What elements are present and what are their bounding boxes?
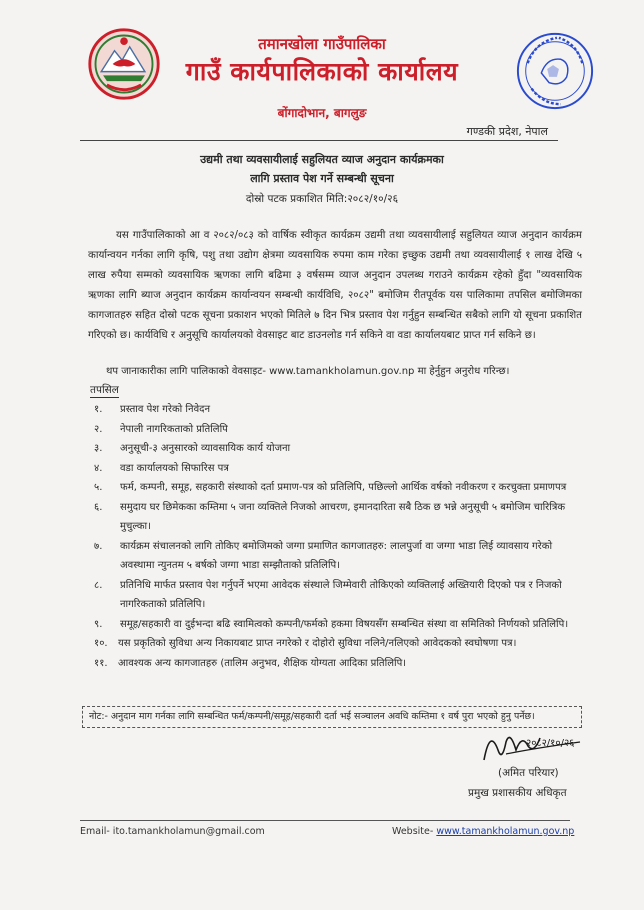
signer-title: प्रमुख प्रशासकीय अधिकृत — [468, 787, 567, 799]
signature-date: २०८२/१०/२६ — [526, 738, 575, 749]
list-item-text: अनुसूची-३ अनुसारको व्यावसायिक कार्य योजना — [120, 443, 291, 454]
footer-email[interactable]: Email- ito.tamankholamun@gmail.com — [80, 826, 265, 837]
list-item-number: ६. — [94, 501, 103, 513]
list-item — [90, 634, 586, 654]
list-item-text: नेपाली नागरिकताको प्रतिलिपि — [120, 423, 228, 435]
list-item-number: ४. — [94, 462, 103, 474]
footer-website — [392, 826, 574, 837]
publish-date: दोस्रो पटक प्रकाशित मिति:२०८२/१०/२६ — [245, 193, 399, 205]
list-item-text: समुदाय घर छिमेकका कम्तिमा ५ जना व्यक्तिले निजको आचरण, इमानदारिता सबै ठिक छ भन्ने अनुसूची ५ बमोजिम चारित्रिक मुचुल्का। — [120, 501, 566, 532]
footer-website-label: Website- — [392, 826, 437, 837]
list-item-number: ९. — [94, 618, 103, 630]
list-item-number: ३. — [94, 443, 103, 454]
list-item-text: कार्यक्रम संचालनको लागि तोकिए बमोजिमको जग्गा प्रमाणित कागजातहरु: लालपुर्जा वा जग्गा भाडा लिई व्यावसाय गरेको अवस्थामा न्युनतम ५ बर्षको जग्गा भाडा सम्झौताको प्रतिलिपि। — [120, 540, 553, 571]
office-address: बोंगादोभान, बागलुङ — [277, 106, 367, 120]
document-checklist — [90, 400, 586, 673]
office-name: गाउँ कार्यपालिकाको कार्यालय — [185, 57, 459, 86]
list-item-text: आवश्यक अन्य कागजातहरु (तालिम अनुभव, शैक्षिक योग्यता आदिका प्रतिलिपि। — [118, 657, 407, 669]
notice-body: यस गाउँपालिकाको आ व २०८२/०८३ को वार्षिक स्वीकृत कार्यक्रम उद्यमी तथा व्यवसायीलाई सहुलियत व्याज अनुदान कार्यक्रम कार्यान्वयन गर्नका लागि कृषि, पशु तथा उद्योग क्षेत्रमा व्यवसायिक रुपमा काम गरेका इच्छुक उद्यमी तथा व्यवसायीलाई १ लाख देखि ५ लाख रुपैया सम्मको व्यवसायिक ऋणका लागि बढिमा ३ वर्षसम्म व्याज अनुदान उपलब्ध गराउने कार्यक्रम रहेको हुँदा "व्यवसायिक ऋणका लागि ब्याज अनुदान कार्यक्रम कार्यान्वयन सम्बन्धी कार्यविधि, २०८२" बमोजिम रीतपूर्वक यस पालिकामा तपसिल बमोजिमका कागजातहरु सहित दोस्रो पटक सूचना प्रकाशन भएको मितिले ७ दिन भित्र प्रस्ताव पेश गर्नुहुन सम्बन्धित सबैको लागि यो सूचना प्रकाशित गरिएको छ। कार्यविधि र अनुसूचि कार्यालयको वेवसाइट बाट डाउनलोड गर्न सकिने वा वडा कार्यालयबाट प्राप्त गर्न सकिने छ। — [88, 230, 582, 341]
list-item-number: ८. — [94, 579, 103, 591]
handwritten-signature — [476, 720, 586, 772]
list-item-text: समूह/सहकारी वा दुईभन्दा बढि स्वामित्वको कम्पनी/फर्मको हकमा विषयसँग सम्बन्धित संस्था वा समितिको निर्णयको प्रतिलिपि। — [120, 618, 569, 630]
list-item-text: यस प्रकृतिको सुविधा अन्य निकायबाट प्राप्त नगरेको र दोहोरो सुविधा नलिने/नलिएको आवेदकको स्वघोषणा पत्र। — [118, 638, 517, 649]
footer-divider — [80, 820, 570, 821]
list-item-number: १०. — [94, 638, 108, 649]
header-divider — [80, 140, 558, 141]
list-item — [90, 498, 586, 537]
list-item-number: ११. — [94, 657, 108, 669]
footer-website-link[interactable]: www.tamankholamun.gov.np — [436, 826, 575, 837]
list-item — [90, 400, 586, 420]
list-item-number: २. — [94, 423, 103, 435]
list-item — [90, 615, 586, 635]
website-info-line: थप जानाकारीका लागि पालिकाको वेवसाइट- www.tamankholamun.gov.np मा हेर्नुहुन अनुरोध गरिन्छ। — [106, 366, 510, 377]
notice-title-line2: लागि प्रस्ताव पेश गर्ने सम्बन्धी सूचना — [250, 172, 394, 185]
list-item-text: वडा कार्यालयको सिफारिस पत्र — [120, 462, 229, 474]
notice-title-line1: उद्यमी तथा व्यवसायीलाई सहुलियत व्याज अनुदान कार्यक्रमका — [200, 153, 444, 166]
list-item-number: ७. — [94, 540, 103, 552]
list-item-text: प्रतिनिधि मार्फत प्रस्ताव पेश गर्नुपर्ने भएमा आवेदक संस्थाले जिम्मेवारी तोकिएको व्यक्तिलाई अख्तियारी दिएको पत्र र निजको नागरिकताको प्रतिलिपि। — [120, 579, 562, 610]
municipality-name: तमानखोला गाउँपालिका — [258, 35, 386, 53]
note-box: नोट:- अनुदान माग गर्नका लागि सम्बन्धित फर्म/कम्पनी/समूह/सहकारी दर्ता भई सञ्चालन अवधि कम्तिमा १ वर्ष पुरा भएको हुनु पर्नेछ। — [82, 706, 582, 728]
list-item-text: प्रस्ताव पेश गरेको निवेदन — [120, 404, 210, 415]
list-item-text: फर्म, कम्पनी, समूह, सहकारी संस्थाको दर्ता प्रमाण-पत्र को प्रतिलिपि, पछिल्लो आर्थिक वर्षको नवीकरण र करचुक्ता प्रमाणपत्र — [120, 482, 567, 493]
tapsil-heading: तपसिल — [90, 384, 119, 396]
list-item-number: १. — [94, 404, 103, 415]
list-item — [90, 537, 586, 576]
list-item — [90, 459, 586, 479]
list-item — [90, 420, 586, 440]
signer-name: (अमित परियार) — [498, 767, 559, 779]
list-item — [90, 654, 586, 674]
list-item — [90, 478, 586, 498]
list-item — [90, 439, 586, 459]
list-item — [90, 576, 586, 615]
list-item-number: ५. — [94, 482, 103, 493]
province-label: गण्डकी प्रदेश, नेपाल — [466, 125, 548, 138]
